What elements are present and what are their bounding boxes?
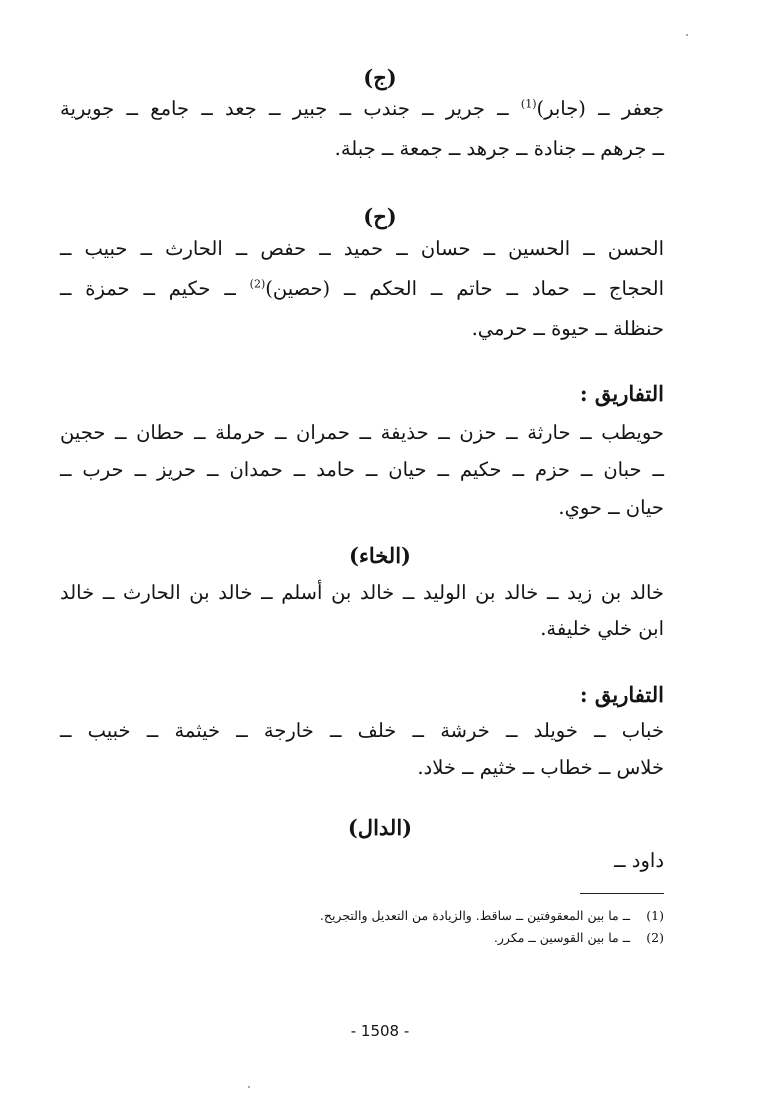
footnote-2 bbox=[60, 928, 664, 948]
ha-line-3: حنظلة ــ حيوة ــ حرمي. bbox=[471, 317, 664, 340]
footnote-ref-2: (2) bbox=[249, 277, 266, 291]
footnote-divider bbox=[580, 893, 664, 894]
ha-line-2-part-a: الحجاج ــ حماد ــ حاتم ــ الحكم ــ (حصين) bbox=[265, 277, 664, 300]
section-heading-kha: (الخاء) bbox=[349, 543, 411, 568]
kha-tafariq-line-2: خلاس ــ خطاب ــ خثيم ــ خلاد. bbox=[417, 756, 664, 779]
section-heading-dal: (الدال) bbox=[347, 815, 413, 840]
jim-line-1-part-a: جعفر ــ (جابر) bbox=[536, 97, 664, 120]
kha-tafariq-line-1: خباب ــ خويلد ــ خرشة ــ خلف ــ خارجة ــ خيثمة ــ خبيب ــ bbox=[60, 719, 664, 742]
section-heading-jim: (ج) bbox=[363, 65, 397, 90]
scan-speck bbox=[248, 1086, 250, 1088]
ha-tafariq-line-1: حويطب ــ حارثة ــ حزن ــ حذيفة ــ حمران ــ حرملة ــ حطان ــ حجين bbox=[60, 421, 664, 444]
kha-tafariq-label: التفاريق : bbox=[579, 682, 664, 707]
page-number: - 1508 - bbox=[350, 1022, 410, 1040]
footnote-1 bbox=[60, 906, 664, 926]
section-heading-ha: (ح) bbox=[363, 204, 397, 229]
ha-line-2 bbox=[60, 274, 664, 304]
jim-line-1-part-b: ــ جرير ــ جندب ــ جبير ــ جعد ــ جامع ــ جويرية bbox=[60, 97, 521, 120]
scan-speck bbox=[686, 34, 688, 36]
kha-line-2: ابن خلي خليفة. bbox=[540, 617, 664, 640]
footnote-2-number: (2) bbox=[646, 930, 664, 945]
jim-line-2: ــ جرهم ــ جنادة ــ جرهد ــ جمعة ــ جبلة. bbox=[334, 137, 664, 160]
jim-line-1 bbox=[60, 94, 664, 124]
ha-line-2-part-b: ــ حكيم ــ حمزة ــ bbox=[60, 277, 250, 300]
ha-line-1: الحسن ــ الحسين ــ حسان ــ حميد ــ حفص ــ الحارث ــ حبيب ــ bbox=[60, 237, 664, 260]
kha-line-1: خالد بن زيد ــ خالد بن الوليد ــ خالد بن أسلم ــ خالد بن الحارث ــ خالد bbox=[60, 581, 664, 604]
footnote-ref-1: (1) bbox=[520, 97, 537, 111]
ha-tafariq-line-2: ــ حبان ــ حزم ــ حكيم ــ حيان ــ حامد ــ حمدان ــ حريز ــ حرب ــ bbox=[60, 458, 664, 481]
footnote-1-number: (1) bbox=[646, 908, 664, 923]
ha-tafariq-line-3: حيان ــ حوي. bbox=[558, 496, 664, 519]
footnote-2-text: ــ ما بين القوسين ــ مكرر. bbox=[493, 930, 631, 945]
dal-line-1: داود ــ bbox=[614, 849, 664, 872]
footnote-1-text: ــ ما بين المعقوفتين ــ ساقط. والزيادة من التعديل والتجريح. bbox=[319, 908, 631, 923]
ha-tafariq-label: التفاريق : bbox=[579, 381, 664, 406]
